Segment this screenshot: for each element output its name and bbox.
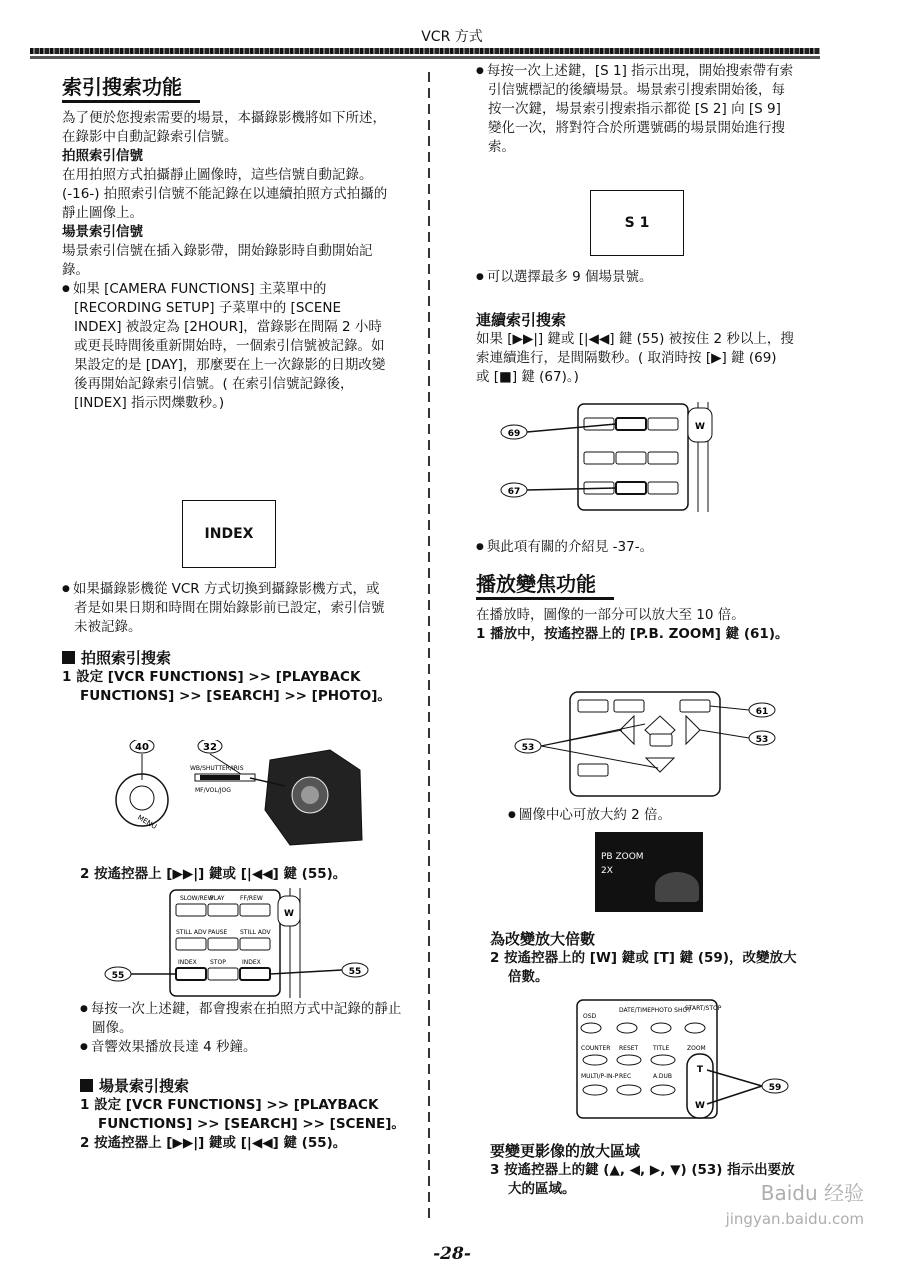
intro-text: 為了便於您搜索需要的場景，本攝錄影機將如下所述，在錄影中自動記錄索引信號。: [62, 110, 386, 145]
right-column-4: [490, 930, 800, 987]
mf-label: MF/VOL/JOG: [195, 787, 231, 794]
svg-text:STOP: STOP: [210, 959, 226, 966]
svg-text:INDEX: INDEX: [178, 959, 197, 966]
section-title-index-search: 索引搜索功能: [62, 74, 200, 103]
zoom-intro-text: 在播放時，圖像的一部分可以放大至 10 倍。: [476, 607, 745, 623]
page-number: -28-: [433, 1244, 471, 1264]
watermark: [726, 1180, 864, 1232]
continuous-search-heading: 連續索引搜索: [476, 311, 567, 329]
svg-text:TITLE: TITLE: [653, 1045, 670, 1052]
wb-label: WB/SHUTTER/IRIS: [190, 765, 244, 772]
zoom-area-heading: 要變更影像的放大區域: [490, 1142, 641, 1160]
svg-text:PAUSE: PAUSE: [208, 929, 228, 936]
bullet-max-scenes: ● 可以選擇最多 9 個場景號。: [476, 268, 794, 287]
pb-zoom-magnification: 2X: [601, 866, 613, 876]
remote-wt-diagram: [575, 996, 795, 1122]
continuous-search-text: 如果 [▶▶|] 鍵或 [|◀◀] 鍵 (55) 被按住 2 秒以上，搜索連續進行，是間隔數秒。( 取消時按 [▶] 鍵 (69) 或 [■] 鍵 (67)。): [476, 331, 794, 385]
page-header-title: VCR 方式: [421, 29, 483, 45]
svg-text:MULTI/P-IN-P: MULTI/P-IN-P: [581, 1073, 619, 1080]
callout-32: 32: [203, 742, 217, 753]
s1-indicator-box: S 1: [590, 190, 684, 256]
pb-zoom-label: PB ZOOM: [601, 852, 644, 862]
scene-index-heading: 場景索引信號: [62, 224, 143, 240]
callout-55-left: 55: [111, 971, 125, 981]
scene-search-heading: 場景索引搜索: [80, 1077, 410, 1096]
callout-40: 40: [135, 742, 149, 753]
watermark-brand: Baidu 经验: [760, 1181, 864, 1205]
callout-67: 67: [507, 487, 521, 497]
bullet-camera-mode: ● 如果攝錄影機從 VCR 方式切換到攝錄影機方式，或者是如果日期和時間在開始錄影前已設定，索引信號未被記錄。: [62, 580, 392, 637]
svg-text:FF/REW: FF/REW: [240, 895, 263, 902]
callout-69: 69: [507, 429, 521, 439]
remote-zoom-diagram: [510, 688, 780, 798]
change-zoom-heading: 為改變放大倍數: [490, 930, 596, 948]
remote-index-diagram: [100, 888, 400, 998]
pb-zoom-screen-image: [595, 832, 703, 912]
photo-step-2-wrap: [80, 865, 410, 884]
bullet-search-still: ● 每按一次上述鍵，都會搜索在拍照方式中記錄的靜止圖像。: [80, 1000, 410, 1038]
zoom-bullet-wrap: [508, 806, 798, 825]
menu-label: MENU: [135, 813, 159, 831]
right-column: [476, 62, 794, 157]
bullet-s1-indicator: ● 每按一次上述鍵，[S 1] 指示出現，開始搜索帶有索引信號標記的後續場景。場景索引搜索開始後，每按一次鍵，場景索引搜索指示都從 [S 2] 向 [S 9] 變化一次，將對符合於所選號碼的場景開始進行搜索。: [476, 62, 794, 157]
w-key-label-2: W: [695, 1101, 705, 1111]
callout-59: 59: [768, 1083, 782, 1093]
bullet-scene-index-setting: ● 如果 [CAMERA FUNCTIONS] 主菜單中的 [RECORDING SETUP] 子菜單中的 [SCENE INDEX] 被設定為 [2HOUR]，當錄影在間隔 2 小時或更長時間後重新開始時，一個索引信號被記錄。如果設定的是 [DAY]，那麼要在上一次錄影的日期改變後再開始記錄索引信號。( 在索引信號記錄後，[INDEX] 指示閃爍數秒。): [62, 280, 392, 413]
svg-text:W: W: [695, 422, 705, 432]
bullet-sound-effect: ● 音響效果播放長達 4 秒鐘。: [80, 1038, 410, 1057]
callout-53-right: 53: [755, 735, 769, 745]
left-column-3: [80, 1000, 410, 1153]
svg-text:START/STOP: START/STOP: [685, 1005, 722, 1012]
photo-search-step-2: 2 按遙控器上 [▶▶|] 鍵或 [|◀◀] 鍵 (55)。: [80, 866, 347, 882]
callout-53-left: 53: [521, 743, 535, 753]
photo-search-step-1: 1 設定 [VCR FUNCTIONS] >> [PLAYBACK FUNCTIONS] >> [SEARCH] >> [PHOTO]。: [62, 669, 391, 704]
header-rule: [30, 48, 820, 54]
photo-index-text: 在用拍照方式拍攝靜止圖像時，這些信號自動記錄。(-16-) 拍照索引信號不能記錄在以連續拍照方式拍攝的靜止圖像上。: [62, 167, 388, 221]
column-divider: [428, 72, 430, 1222]
zoom-step-3: 3 按遙控器上的鍵 (▲, ◀, ▶, ▼) (53) 指示出要放大的區域。: [490, 1162, 795, 1197]
photo-search-heading: 拍照索引搜索: [62, 649, 392, 668]
scene-search-step-1: 1 設定 [VCR FUNCTIONS] >> [PLAYBACK FUNCTIONS] >> [SEARCH] >> [SCENE]。: [80, 1097, 405, 1132]
svg-text:STILL ADV: STILL ADV: [176, 929, 207, 936]
bullet-zoom-center: ● 圖像中心可放大約 2 倍。: [508, 806, 798, 825]
svg-text:RESET: RESET: [619, 1045, 639, 1052]
callout-61: 61: [755, 707, 769, 717]
scene-index-text: 場景索引信號在插入錄影帶，開始錄影時自動開始記錄。: [62, 243, 373, 278]
svg-text:A.DUB: A.DUB: [653, 1073, 673, 1080]
right-column-3: [476, 538, 794, 644]
scene-search-step-2: 2 按遙控器上 [▶▶|] 鍵或 [|◀◀] 鍵 (55)。: [80, 1135, 347, 1151]
t-key-label: T: [696, 1065, 704, 1075]
camera-dial-diagram: [100, 740, 400, 850]
svg-text:INDEX: INDEX: [242, 959, 261, 966]
svg-text:OSD: OSD: [583, 1013, 597, 1020]
watermark-url: jingyan.baidu.com: [725, 1210, 864, 1228]
right-column-2: [476, 268, 794, 387]
svg-text:PLAY: PLAY: [210, 895, 225, 902]
index-indicator-box: INDEX: [182, 500, 276, 568]
zoom-step-2: 2 按遙控器上的 [W] 鍵或 [T] 鍵 (59)，改變放大倍數。: [490, 950, 797, 985]
zoom-step-1: 1 播放中，按遙控器上的 [P.B. ZOOM] 鍵 (61)。: [476, 626, 789, 642]
w-key-label: W: [284, 909, 294, 919]
bullet-see-page: ● 與此項有關的介紹見 -37-。: [476, 538, 794, 557]
callout-55-right: 55: [348, 967, 362, 977]
remote-continuous-diagram: [498, 402, 758, 512]
photo-index-heading: 拍照索引信號: [62, 148, 143, 164]
svg-text:PHOTO SHOT: PHOTO SHOT: [651, 1007, 691, 1014]
svg-text:SLOW/REW: SLOW/REW: [180, 895, 214, 902]
header-rule-thin: [30, 56, 820, 59]
svg-text:ZOOM: ZOOM: [687, 1045, 706, 1052]
svg-text:REC: REC: [619, 1073, 632, 1080]
svg-text:DATE/TIME: DATE/TIME: [619, 1007, 652, 1014]
svg-text:COUNTER: COUNTER: [581, 1045, 611, 1052]
left-column: [62, 74, 392, 413]
left-column-2: [62, 580, 392, 706]
section-title-playback-zoom: 播放變焦功能: [476, 571, 614, 600]
svg-text:STILL ADV: STILL ADV: [240, 929, 271, 936]
